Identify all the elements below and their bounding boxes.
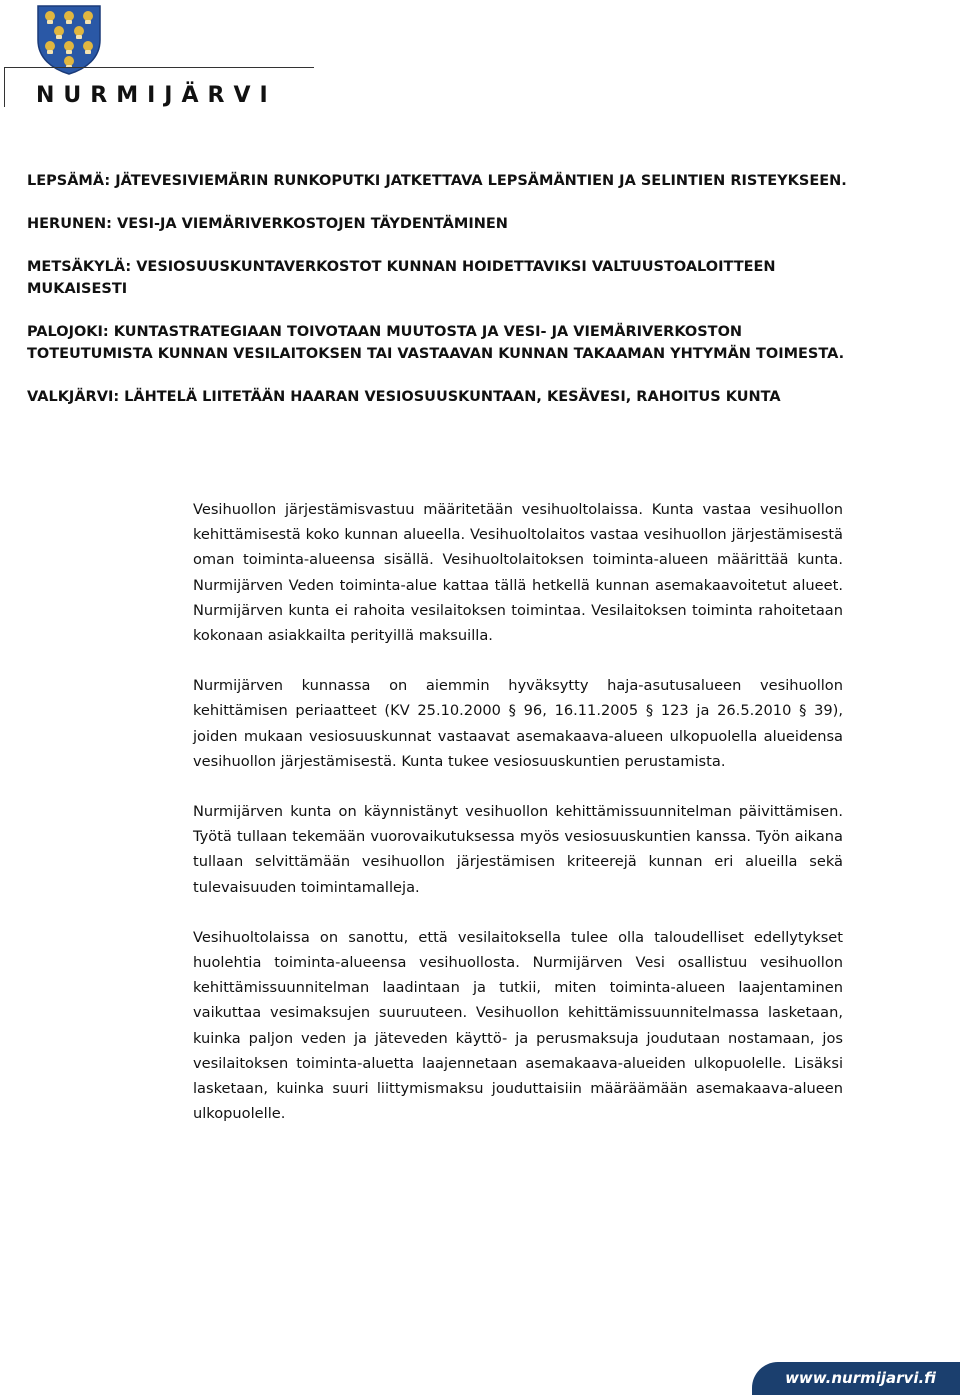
heading-metsakyla: METSÄKYLÄ: VESIOSUUSKUNTAVERKOSTOT KUNNAN HOIDETTAVIKSI VALTUUSTOALOITTEEN MUKAISESTI: [27, 259, 776, 297]
coat-of-arms-icon: [36, 4, 102, 76]
header-divider: [4, 67, 314, 68]
paragraph-economics: Vesihuoltolaissa on sanottu, että vesilaitoksella tulee olla taloudelliset edellytykset huolehtia toiminta-alueensa vesihuollosta. Nurmijärven Vesi osallistuu vesihuollon kehittämissuunnitelman laadintaan ja tutkii, miten toiminta-alueen laajentaminen vaikuttaa vesimaksujen suuruuteen. Vesihuollon kehittämissuunnitelmassa lasketaan, kuinka paljon veden ja jäteveden käyttö- ja perusmaksuja joudutaan nostamaan, jos vesilaitoksen toiminta-aluetta laajennetaan asemakaava-alueiden ulkopuolelle. Lisäksi lasketaan, kuinka suuri liittymismaksu jouduttaisiin määräämään asemakaava-alueen ulkopuolelle.: [193, 928, 843, 1123]
municipality-name: NURMIJÄRVI: [36, 83, 277, 108]
header-divider-vertical: [4, 67, 5, 107]
heading-herunen: HERUNEN: VESI-JA VIEMÄRIVERKOSTOJEN TÄYDENTÄMINEN: [27, 216, 508, 232]
paragraph-responsibility: Vesihuollon järjestämisvastuu määritetään vesihuoltolaissa. Kunta vastaa vesihuollon kehittämisestä koko kunnan alueella. Vesihuoltolaitos vastaa vesihuollon järjestämisestä oman toiminta-alueensa sisällä. Vesihuoltolaitoksen toiminta-alueen määrittää kunta. Nurmijärven Veden toiminta-alue kattaa tällä hetkellä kunnan asemakaavoitetut alueet. Nurmijärven kunta ei rahoita vesilaitoksen toimintaa. Vesilaitoksen toiminta rahoitetaan kokonaan asiakkailta perityillä maksuilla.: [193, 501, 843, 645]
letterhead: [0, 0, 320, 115]
paragraph-principles: Nurmijärven kunnassa on aiemmin hyväksytty haja-asutusalueen vesihuollon kehittämisen periaatteet (KV 25.10.2000 § 96, 16.11.2005 § 123 ja 26.5.2010 § 39), joiden mukaan vesiosuuskunnat vastaavat asemakaava-alueen ulkopuolella alueidensa vesihuollon järjestämisestä. Kunta tukee vesiosuuskuntien perustamista.: [193, 677, 843, 770]
heading-lepsama: LEPSÄMÄ: JÄTEVESIVIEMÄRIN RUNKOPUTKI JATKETTAVA LEPSÄMÄNTIEN JA SELINTIEN RISTEYKSEEN.: [27, 173, 847, 189]
section-headings: [27, 170, 847, 429]
heading-palojoki: PALOJOKI: KUNTASTRATEGIAAN TOIVOTAAN MUUTOSTA JA VESI- JA VIEMÄRIVERKOSTON TOTEUTUMISTA KUNNAN VESILAITOKSEN TAI VASTAAVAN KUNNAN TAKAAMAN YHTYMÄN TOIMESTA.: [27, 324, 845, 362]
footer-banner: [752, 1362, 960, 1395]
response-text: [193, 497, 843, 1151]
paragraph-development-plan: Nurmijärven kunta on käynnistänyt vesihuollon kehittämissuunnitelman päivittämisen. Työtä tullaan tekemään vuorovaikutuksessa myös vesiosuuskuntien kanssa. Työn aikana tullaan selvittämään vesihuollon järjestämisen kriteerejä kunnan eri alueilla sekä tulevaisuuden toimintamalleja.: [193, 803, 843, 896]
footer-url[interactable]: www.nurmijarvi.fi: [785, 1369, 936, 1387]
heading-valkjarvi: VALKJÄRVI: LÄHTELÄ LIITETÄÄN HAARAN VESIOSUUSKUNTAAN, KESÄVESI, RAHOITUS KUNTA: [27, 389, 781, 405]
